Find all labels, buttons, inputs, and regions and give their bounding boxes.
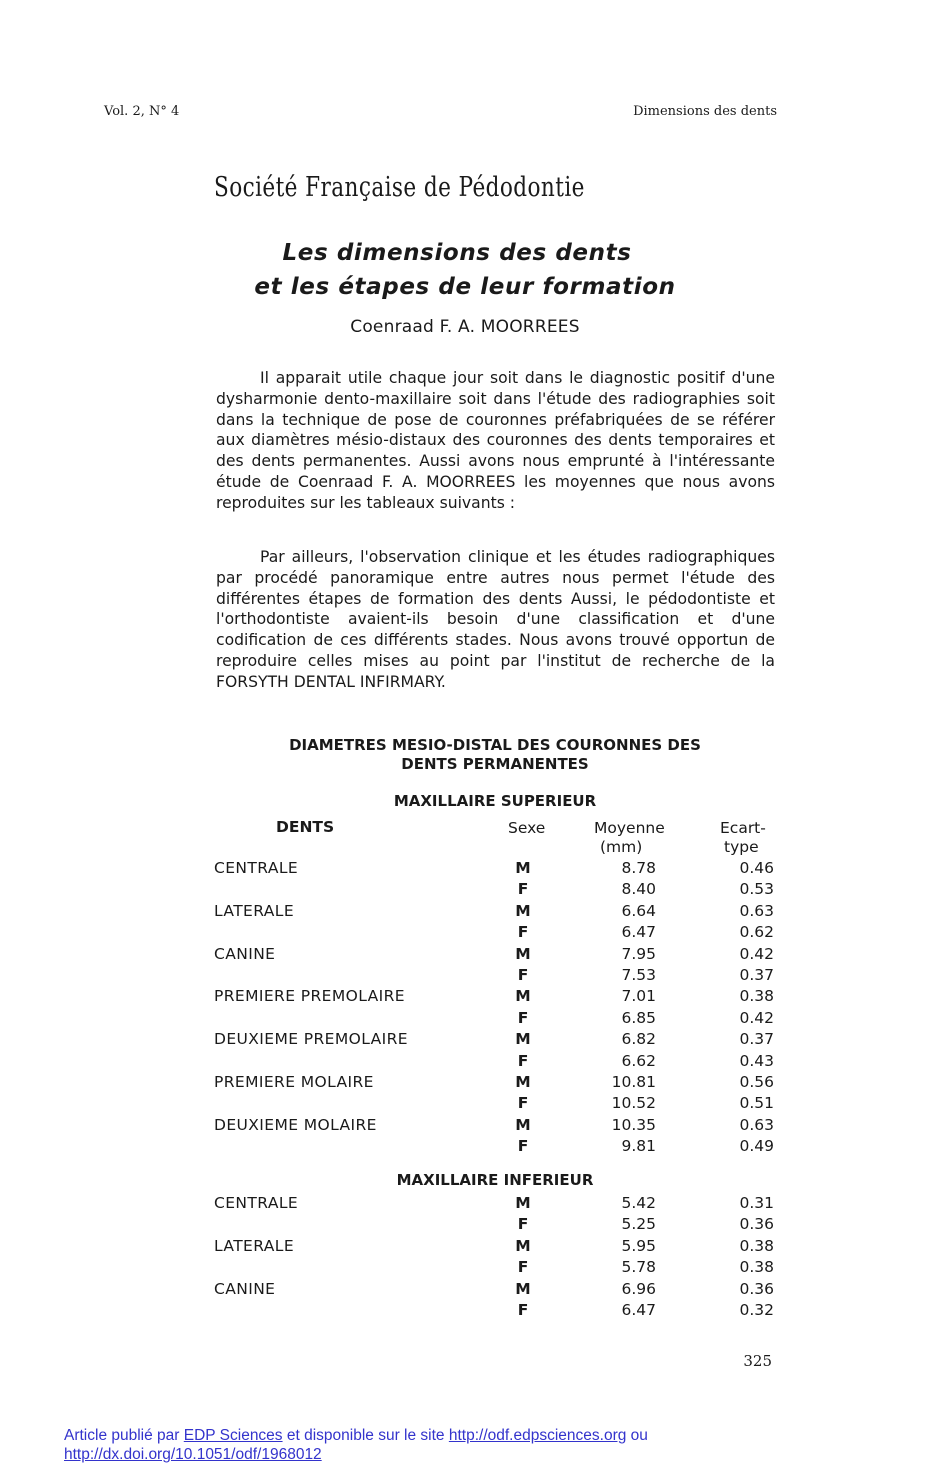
mean-cell: 9.81 — [621, 1137, 656, 1156]
sex-cell: F — [517, 1051, 529, 1070]
footer-notice — [64, 1426, 648, 1464]
table-row — [0, 1258, 930, 1279]
table-title-line-2: DENTS PERMANENTES — [401, 755, 589, 773]
mean-cell: 10.52 — [611, 1094, 656, 1113]
table-row — [0, 1280, 930, 1301]
sd-cell: 0.63 — [739, 901, 774, 920]
sex-cell: M — [515, 1073, 531, 1091]
table-row — [0, 1052, 930, 1073]
mean-cell: 5.78 — [621, 1258, 656, 1277]
sd-cell: 0.38 — [739, 1236, 774, 1255]
sd-cell: 0.63 — [739, 1115, 774, 1134]
table-row — [0, 1215, 930, 1236]
table-row — [0, 945, 930, 966]
sex-cell: F — [517, 1258, 529, 1277]
tooth-name: DEUXIEME PREMOLAIRE — [214, 1030, 408, 1049]
table-row — [0, 1116, 930, 1137]
column-header-dents: DENTS — [276, 818, 335, 836]
paragraph-second: Par ailleurs, l'observation clinique et les études radiographiques par procédé panoramique entre autres nous permet l'étude des différentes étapes de formation des dents Aussi, le pédodontiste et l'orthodontiste avaient-ils besoin d'une classification et d'une codification de ces différents stades. Nous avons trouvé opportun de reproduire celles mises au point par l'institut de recherche de la FORSYTH DENTAL INFIRMARY. — [216, 548, 775, 691]
sd-cell: 0.36 — [739, 1279, 774, 1298]
sd-cell: 0.37 — [739, 1030, 774, 1049]
column-header-ecart-type — [720, 819, 766, 857]
society-name: Société Française de Pédodontie — [214, 172, 585, 203]
mean-cell: 6.85 — [621, 1008, 656, 1027]
sex-cell: F — [517, 1301, 529, 1319]
sex-cell: M — [515, 1115, 531, 1134]
tooth-name: LATERALE — [214, 901, 295, 920]
sd-cell: 0.36 — [739, 1215, 774, 1234]
section-heading-superieur: MAXILLAIRE SUPERIEUR — [393, 792, 597, 810]
sex-cell: M — [515, 944, 531, 963]
table-row — [0, 880, 930, 901]
footer-text-1: Article publié par — [64, 1427, 184, 1444]
article-title-line-2: et les étapes de leur formation — [254, 274, 676, 300]
table-row — [0, 1030, 930, 1051]
table-row — [0, 1009, 930, 1030]
sd-cell: 0.51 — [739, 1094, 774, 1113]
table-title — [30, 736, 930, 774]
sd-cell: 0.42 — [739, 944, 774, 963]
sex-cell: M — [515, 859, 531, 877]
sex-cell: M — [515, 1279, 531, 1298]
sex-cell: F — [517, 880, 529, 899]
table-title-line-1: DIAMETRES MESIO-DISTAL DES COURONNES DES — [289, 736, 701, 754]
mean-cell: 10.35 — [611, 1115, 656, 1134]
mean-cell: 7.53 — [621, 966, 656, 984]
sex-cell: F — [517, 1094, 529, 1113]
sex-cell: F — [517, 1137, 529, 1156]
sd-cell: 0.46 — [739, 859, 774, 877]
sd-cell: 0.38 — [739, 1258, 774, 1277]
tooth-name: CENTRALE — [214, 1194, 299, 1212]
mean-cell: 7.01 — [621, 987, 656, 1006]
mean-cell: 6.47 — [621, 923, 656, 942]
tooth-name: PREMIERE MOLAIRE — [214, 1073, 374, 1091]
footer-link-doi[interactable]: http://dx.doi.org/10.1051/odf/1968012 — [64, 1446, 322, 1463]
mean-cell: 8.40 — [621, 880, 656, 899]
sd-cell: 0.56 — [739, 1073, 774, 1091]
mean-cell: 10.81 — [611, 1073, 656, 1091]
footer-text-2: et disponible sur le site — [282, 1427, 449, 1444]
sd-cell: 0.32 — [739, 1301, 774, 1319]
sd-cell: 0.37 — [739, 966, 774, 984]
sex-cell: M — [515, 987, 531, 1006]
mean-cell: 6.47 — [621, 1301, 656, 1319]
table-row — [0, 923, 930, 944]
column-header-moyenne-line-2: (mm) — [600, 838, 643, 856]
column-header-moyenne — [594, 819, 665, 857]
tooth-name: CANINE — [214, 1279, 276, 1298]
footer-text-3: ou — [626, 1427, 648, 1444]
sd-cell: 0.49 — [739, 1137, 774, 1156]
mean-cell: 6.96 — [621, 1279, 656, 1298]
sex-cell: M — [515, 1030, 531, 1049]
table-row — [0, 1137, 930, 1158]
table-row — [0, 966, 930, 987]
sex-cell: M — [515, 901, 531, 920]
table-row — [0, 1237, 930, 1258]
tooth-name: LATERALE — [214, 1236, 295, 1255]
tooth-name: CANINE — [214, 944, 276, 963]
sex-cell: M — [515, 1236, 531, 1255]
sex-cell: F — [517, 1215, 529, 1234]
table-row — [0, 1194, 930, 1215]
article-title-line-1: Les dimensions des dents — [282, 240, 632, 266]
column-header-moyenne-line-1: Moyenne — [594, 819, 665, 837]
mean-cell: 8.78 — [621, 859, 656, 877]
mean-cell: 6.64 — [621, 901, 656, 920]
paragraph-intro: Il apparait utile chaque jour soit dans le diagnostic positif d'une dysharmonie dento-maxillaire soit dans l'étude des radiographies soit dans la technique de pose de couronnes préfabriquées de se référer aux diamètres mésio-distaux des couronnes des dents temporaires et des dents permanentes. Aussi avons nous emprunté à l'intéressante étude de Coenraad F. A. MOORREES les moyennes que nous avons reproduites sur les tableaux suivants : — [216, 369, 775, 512]
mean-cell: 7.95 — [621, 944, 656, 963]
sd-cell: 0.31 — [739, 1194, 774, 1212]
table-row — [0, 987, 930, 1008]
tooth-name: PREMIERE PREMOLAIRE — [214, 987, 405, 1006]
mean-cell: 6.82 — [621, 1030, 656, 1049]
footer-link-edp[interactable]: EDP Sciences — [183, 1427, 283, 1444]
table-row — [0, 1094, 930, 1115]
tooth-name: DEUXIEME MOLAIRE — [214, 1115, 377, 1134]
table-row — [0, 1073, 930, 1094]
sex-cell: M — [515, 1194, 531, 1212]
column-header-sexe: Sexe — [508, 819, 546, 837]
running-header-title: Dimensions des dents — [633, 104, 777, 119]
table-row — [0, 859, 930, 880]
column-header-ecart-line-2: type — [724, 838, 759, 856]
mean-cell: 6.62 — [621, 1051, 656, 1070]
mean-cell: 5.25 — [621, 1215, 656, 1234]
sex-cell: F — [517, 923, 529, 942]
sd-cell: 0.38 — [739, 987, 774, 1006]
page-number: 325 — [743, 1352, 772, 1370]
section-heading-inferieur: MAXILLAIRE INFERIEUR — [396, 1171, 594, 1189]
table-row — [0, 1301, 930, 1322]
sd-cell: 0.42 — [739, 1008, 774, 1027]
footer-link-site[interactable]: http://odf.edpsciences.org — [448, 1427, 627, 1444]
mean-cell: 5.42 — [621, 1194, 656, 1212]
running-header-volume: Vol. 2, N° 4 — [104, 104, 180, 119]
column-header-ecart-line-1: Ecart- — [720, 819, 766, 837]
sd-cell: 0.62 — [739, 923, 774, 942]
tooth-name: CENTRALE — [214, 859, 299, 877]
sd-cell: 0.53 — [739, 880, 774, 899]
sex-cell: F — [517, 966, 529, 984]
sd-cell: 0.43 — [739, 1051, 774, 1070]
table-row — [0, 902, 930, 923]
author: Coenraad F. A. MOORREES — [350, 317, 580, 337]
mean-cell: 5.95 — [621, 1236, 656, 1255]
sex-cell: F — [517, 1008, 529, 1027]
